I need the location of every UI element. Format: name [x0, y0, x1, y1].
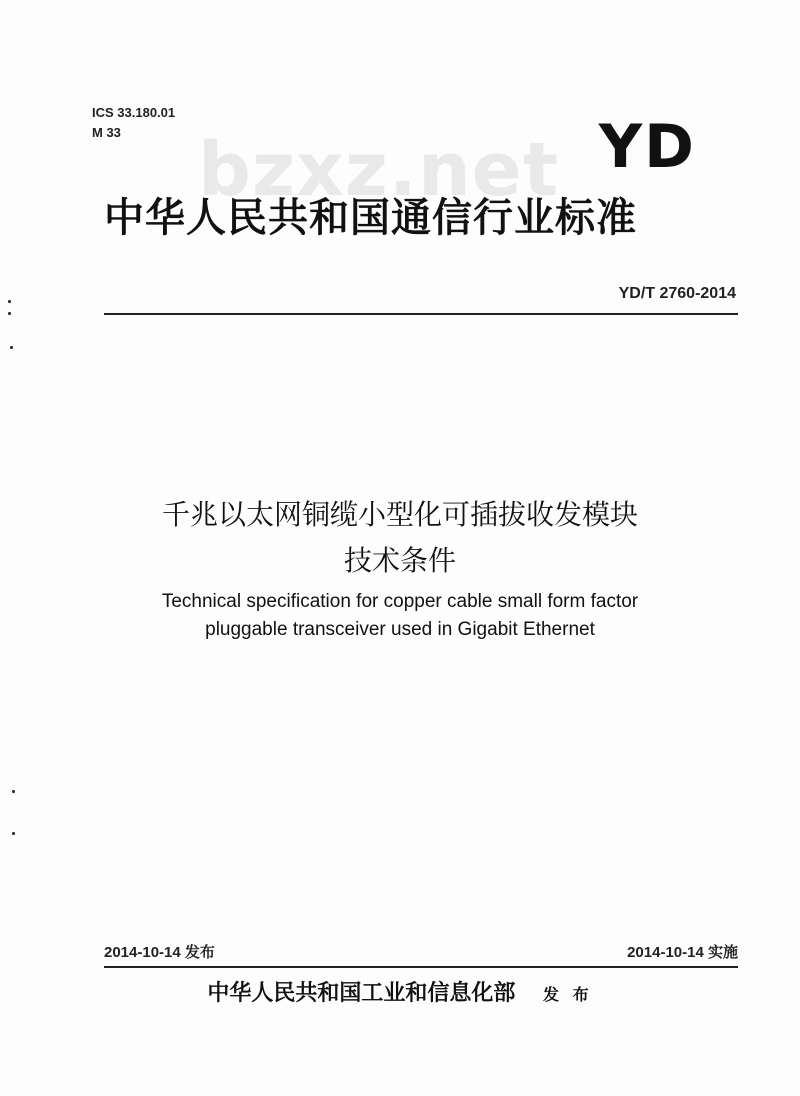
- scan-speck: [12, 790, 15, 793]
- ics-code: ICS 33.180.01: [92, 105, 176, 120]
- scan-speck: [8, 300, 11, 303]
- issuer-line: [0, 978, 800, 1010]
- standard-number: YD/T 2760-2014: [618, 285, 736, 302]
- classification-codes: [92, 103, 175, 143]
- header-divider: [104, 313, 738, 315]
- scan-speck: [12, 832, 15, 835]
- document-title-cn-line1: 千兆以太网铜缆小型化可插拔收发模块: [161, 498, 638, 531]
- issuer-name: 中华人民共和国工业和信息化部: [207, 980, 516, 1006]
- standard-title: 中华人民共和国通信行业标准: [104, 195, 637, 241]
- scan-speck: [10, 346, 13, 349]
- document-title-en-line2: pluggable transceiver used in Gigabit Ethernet: [205, 619, 595, 640]
- category-code: M 33: [92, 125, 121, 140]
- footer-divider: [104, 966, 738, 968]
- issue-date: 2014-10-14 发布: [104, 944, 215, 961]
- yd-logo: YD: [598, 112, 696, 182]
- document-title-en-line1: Technical specification for copper cable small form factor: [161, 591, 639, 612]
- watermark: bzxz.net: [198, 127, 560, 213]
- document-title-cn: [0, 492, 800, 584]
- document-title-cn-line2: 技术条件: [343, 544, 456, 577]
- scan-speck: [8, 312, 11, 315]
- implementation-date: 2014-10-14 实施: [627, 944, 738, 961]
- document-title-en: [0, 588, 800, 644]
- issuer-suffix: 发 布: [543, 985, 593, 1004]
